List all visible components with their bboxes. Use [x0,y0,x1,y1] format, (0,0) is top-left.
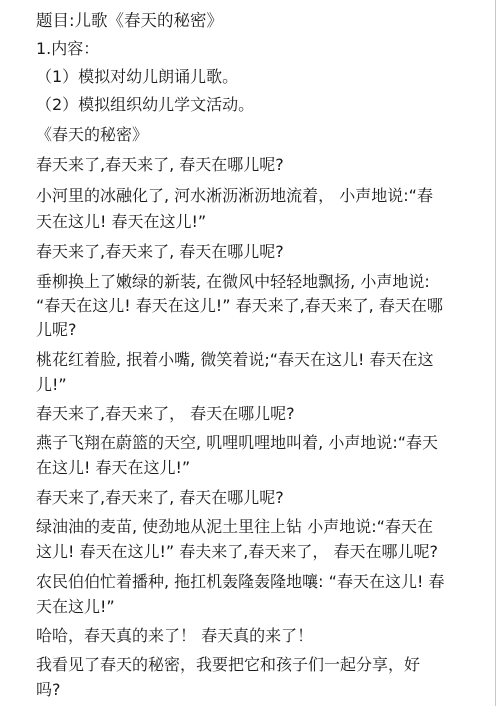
poem-line-11: 哈哈，春天真的来了！ 春天真的来了！ [36,626,314,645]
poem-stanza-9-line-2: 这儿! 春天在这儿!” 春夫来了,春天来了， 春天在哪儿呢? [36,542,438,561]
poem-line-6: 春天来了,春天来了， 春天在哪儿呢? [36,404,295,423]
content-item-2: （2）模拟组织幼儿学文活动。 [36,95,255,114]
poem-stanza-5-line-2: 儿!” [36,375,67,394]
document-title: 题目:儿歌《春天的秘密》 [36,11,224,30]
poem-title: 《春天的秘密》 [36,125,149,144]
poem-line-3: 春天来了,春天来了, 春天在哪儿呢? [36,242,284,261]
poem-stanza-7-line-2: 在这儿! 春天在这儿!” [36,458,191,477]
page-edge-divider [495,0,496,706]
poem-stanza-2-line-1: 小河里的冰融化了, 河水淅沥淅沥地流着， 小声地说:“春 [36,186,433,205]
content-item-1: （1）模拟对幼儿朗诵儿歌。 [36,67,239,86]
poem-stanza-4-line-3: 儿呢? [36,320,77,339]
poem-line-8: 春天来了,春天来了, 春天在哪儿呢? [36,488,284,507]
poem-line-1: 春天来了,春天来了, 春天在哪儿呢? [36,155,284,174]
poem-stanza-10-line-1: 农民伯伯忙着播种, 拖扛机轰隆轰隆地嚷: “春天在这儿! 春 [36,572,445,591]
poem-stanza-4-line-1: 垂柳换上了嫩绿的新装, 在微风中轻轻地飘扬, 小声地说: [36,272,430,291]
poem-stanza-5-line-1: 桃花红着脸, 抿着小嘴, 微笑着说;“春天在这儿! 春天在这 [36,350,434,369]
poem-stanza-7-line-1: 燕子飞翔在蔚篮的天空, 叽哩叽哩地叫着, 小声地说:“春天 [36,433,439,452]
poem-stanza-10-line-2: 天在这儿!” [36,597,115,616]
poem-stanza-12-line-2: 吗? [36,680,61,699]
poem-stanza-2-line-2: 天在这儿! 春天在这儿!” [36,212,207,231]
poem-stanza-9-line-1: 绿油油的麦苗, 使劲地从泥土里往上钻 小声地说:“春天在 [36,517,433,536]
poem-stanza-12-line-1: 我看见了春天的秘密，我要把它和孩子们一起分享，好 [36,655,421,674]
section-heading: 1.内容： [36,39,100,58]
poem-stanza-4-line-2: “春天在这儿! 春天在这儿!” 春天来了,春天来了, 春天在哪 [36,296,443,315]
